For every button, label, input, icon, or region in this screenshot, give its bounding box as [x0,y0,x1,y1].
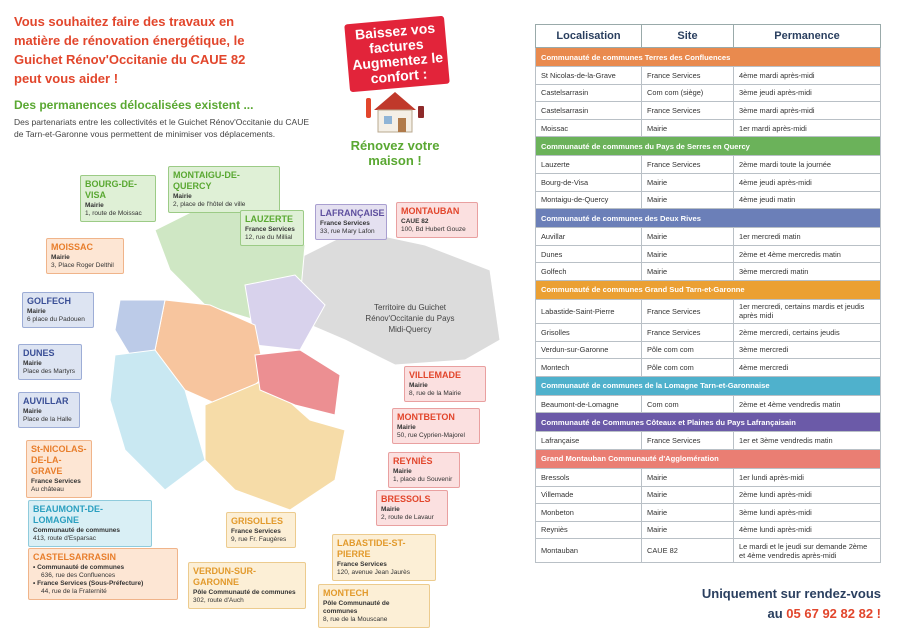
table-row [536,156,881,174]
cell-site: Mairie [642,173,734,191]
map-label: MONTBETON Mairie 50, rue Cyprien-Majorel [392,408,480,444]
permanence-table [535,24,881,563]
cell-perm: 2ème lundi après-midi [734,486,881,504]
cell-loc: Grisolles [536,323,642,341]
cell-site: Mairie [642,228,734,246]
cell-loc: Lafrançaise [536,432,642,450]
table-row [536,263,881,281]
table-row [536,228,881,246]
cell-site: Mairie [642,119,734,137]
table-row [536,486,881,504]
cell-loc: Lauzerte [536,156,642,174]
map-label: CASTELSARRASIN • Communauté de communes 636, rue des Confluences • France Services (Sous-Préfecture) 44, rue de la Fraternité [28,548,178,600]
cell-site: Mairie [642,263,734,281]
cell-site: Mairie [642,245,734,263]
cell-perm: 3ème lundi après-midi [734,504,881,522]
map-label: St-NICOLAS-DE-LA-GRAVE France Services Au château [26,440,92,498]
table-row [536,521,881,539]
cell-perm: 1er lundi après-midi [734,468,881,486]
cell-site: France Services [642,299,734,323]
cell-loc: Castelsarrasin [536,102,642,120]
group-row [536,280,881,299]
intro-text: Des partenariats entre les collectivités et le Guichet Rénov'Occitanie du CAUE de Tarn-et-Garonne vous permettent de minimiser vos déplacements. [14,117,310,139]
group-title: Communauté de communes des Deux Rives [536,209,881,228]
table-row [536,359,881,377]
group-row [536,209,881,228]
group-row [536,376,881,395]
cell-site: Pôle com com [642,341,734,359]
table-row [536,245,881,263]
map-label: LAFRANÇAISE France Services 33, rue Mary Lafon [315,204,387,240]
group-row [536,449,881,468]
table-row [536,102,881,120]
cell-perm: 3ème mercredi [734,341,881,359]
cell-site: Mairie [642,504,734,522]
group-title: Grand Montauban Communauté d'Agglomération [536,449,881,468]
col-header-site: Site [642,25,734,48]
cell-perm: 3ème mercredi matin [734,263,881,281]
map-label: MONTECH Pôle Communauté de communes 8, rue de la Mouscane [318,584,430,628]
table-row [536,67,881,85]
cell-loc: Montaigu-de-Quercy [536,191,642,209]
cell-perm: 2ème mardi toute la journée [734,156,881,174]
map-label: BRESSOLS Mairie 2, route de Lavaur [376,490,448,526]
cell-perm: 1er mercredi matin [734,228,881,246]
table-row [536,173,881,191]
map-label: LABASTIDE-ST-PIERRE France Services 120, avenue Jean Jaurès [332,534,436,581]
map-label: VERDUN-SUR-GARONNE Pôle Communauté de communes 302, route d'Auch [188,562,306,609]
map-label: LAUZERTE France Services 12, rue du Millial [240,210,304,246]
cell-perm: 4ème mercredi [734,359,881,377]
map-label: MOISSAC Mairie 3, Place Roger Delthil [46,238,124,274]
map-label: DUNES Mairie Place des Martyrs [18,344,82,380]
cell-site: CAUE 82 [642,539,734,563]
cell-loc: Montech [536,359,642,377]
map-label: VILLEMADE Mairie 8, rue de la Mairie [404,366,486,402]
cell-loc: Bourg-de-Visa [536,173,642,191]
group-title: Communauté de communes du Pays de Serres en Quercy [536,137,881,156]
cell-perm: Le mardi et le jeudi sur demande 2ème et 4ème vendredis après-midi [734,539,881,563]
cell-site: Mairie [642,468,734,486]
map-zone-gray [295,230,500,365]
cell-site: Mairie [642,521,734,539]
cell-loc: Verdun-sur-Garonne [536,341,642,359]
cell-perm: 3ème mardi après-midi [734,102,881,120]
map-label: GRISOLLES France Services 9, rue Fr. Faugères [226,512,296,548]
cell-perm: 4ème jeudi après-midi [734,173,881,191]
cell-site: France Services [642,67,734,85]
cell-loc: Monbeton [536,504,642,522]
cell-loc: Villemade [536,486,642,504]
group-row [536,48,881,67]
table-row [536,299,881,323]
table-row [536,395,881,413]
table-row [536,468,881,486]
table-row [536,323,881,341]
group-row [536,137,881,156]
phone-number: 05 67 92 82 82 ! [786,606,881,621]
phone-prefix: au [767,606,783,621]
map-label: AUVILLAR Mairie Place de la Halle [18,392,80,428]
table-row [536,432,881,450]
cell-site: Pôle com com [642,359,734,377]
cell-loc: St Nicolas-de-la-Grave [536,67,642,85]
cell-site: Mairie [642,191,734,209]
cell-loc: Bressols [536,468,642,486]
rdv-text: Uniquement sur rendez-vous [701,586,881,601]
cell-loc: Moissac [536,119,642,137]
map-label: MONTAUBAN CAUE 82 100, Bd Hubert Gouze [396,202,478,238]
cell-perm: 1er et 3ème vendredis matin [734,432,881,450]
cell-site: Com com [642,395,734,413]
cell-perm: 4ème jeudi matin [734,191,881,209]
cell-loc: Montauban [536,539,642,563]
cell-perm: 2ème et 4ème vendredis matin [734,395,881,413]
cell-perm: 1er mercredi, certains mardis et jeudis après midi [734,299,881,323]
cell-perm: 4ème lundi après-midi [734,521,881,539]
cell-perm: 3ème jeudi après-midi [734,84,881,102]
cell-loc: Castelsarrasin [536,84,642,102]
cell-site: France Services [642,323,734,341]
cell-site: France Services [642,102,734,120]
cell-perm: 2ème et 4ème mercredis matin [734,245,881,263]
renovez-slogan: Rénovez votre maison ! [350,138,440,168]
cell-loc: Dunes [536,245,642,263]
promo-banner: Baissez vos factures Augmentez le confort : [344,16,450,92]
house-icon [366,86,424,136]
table-row [536,539,881,563]
permanences-subtitle: Des permanences délocalisées existent ... [14,98,254,112]
group-title: Communauté de communes de la Lomagne Tarn-et-Garonnaise [536,376,881,395]
cell-perm: 2ème mercredi, certains jeudis [734,323,881,341]
table-row [536,504,881,522]
cell-loc: Reyniès [536,521,642,539]
intro-title: Vous souhaitez faire des travaux en matière de rénovation énergétique, le Guichet Rénov'Occitanie du CAUE 82 peut vous aider ! [14,14,246,86]
phone-line [600,606,881,621]
cell-loc: Auvillar [536,228,642,246]
map-label: BEAUMONT-DE-LOMAGNE Communauté de communes 413, route d'Esparsac [28,500,152,547]
cell-site: France Services [642,156,734,174]
group-title: Communauté de communes Terres des Confluences [536,48,881,67]
cell-loc: Beaumont-de-Lomagne [536,395,642,413]
cell-site: France Services [642,432,734,450]
map-label: MONTAIGU-DE-QUERCY Mairie 2, place de l'hôtel de ville [168,166,280,213]
col-header-permanence: Permanence [734,25,881,48]
col-header-localisation: Localisation [536,25,642,48]
map-label: BOURG-DE-VISA Mairie 1, route de Moissac [80,175,156,222]
cell-loc: Labastide-Saint-Pierre [536,299,642,323]
cell-perm: 1er mardi après-midi [734,119,881,137]
table-row [536,341,881,359]
map-label: REYNIÈS Mairie 1, place du Souvenir [388,452,460,488]
table-row [536,191,881,209]
group-row [536,413,881,432]
group-title: Communauté de Communes Côteaux et Plaines du Pays Lafrançaisain [536,413,881,432]
table-row [536,119,881,137]
table-row [536,84,881,102]
group-title: Communauté de communes Grand Sud Tarn-et-Garonne [536,280,881,299]
cell-perm: 4ème mardi après-midi [734,67,881,85]
map-label: GOLFECH Mairie 6 place du Padouen [22,292,94,328]
territory-label: Territoire du Guichet Rénov'Occitanie du Pays Midi-Quercy [365,303,455,334]
cell-site: Com com (siège) [642,84,734,102]
cell-site: Mairie [642,486,734,504]
cell-loc: Golfech [536,263,642,281]
